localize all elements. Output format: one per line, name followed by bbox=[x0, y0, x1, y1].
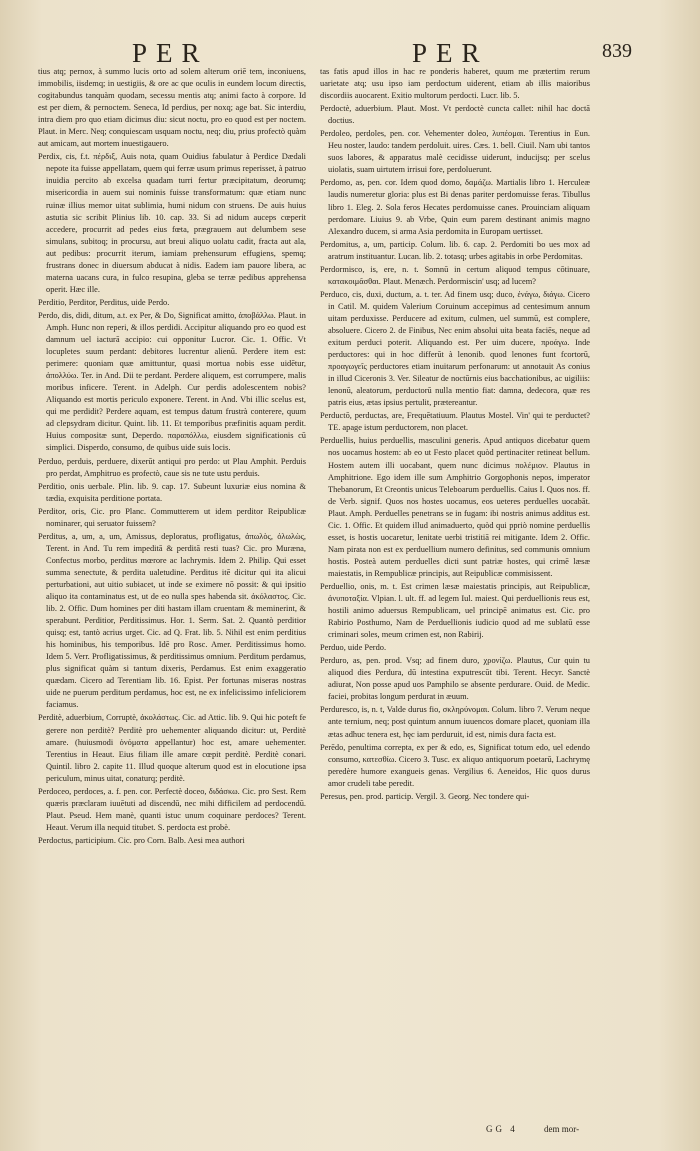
running-head-left: PER bbox=[132, 38, 209, 68]
dictionary-entry: Perduco, cis, duxi, ductum, a. t. ter. Ad finem usq; duco, ἐνάγω, διάγω. Cicero in Catil. M. quidem Valerium Coruinum accepimus ad centesimum annum uitam perduxisse. Perducere ad exitum, culmen, uel summū, est complere, absoluere. Cicero 2. de Finibus, Nec enim absolui uita beata faciēs, neque ad exitum perduci poterit. Aliquando est. Per uim ducere, προάγω. Inde perductores: qui in hoc differūt à lenonib. quod lenones funt fcortorū, προαγωγεῖς perductores etiam inuitarum perfonarum: ut annotauit As conius in illud Ciceronis 3. Ver. Sileatur de noctūrnis eius bacchationibus, ac uigiliis: lenonū, aleatorum, perductorū nulla mentio fiat: damna, dedecora, quæ res patris eius, ætas ipsius pertulit, prætereantur. bbox=[320, 289, 590, 408]
dictionary-entry: Perdomitus, a, um, particip. Colum. lib. 6. cap. 2. Perdomiti bo ues mox ad aratrum instituantur. Lucan. lib. 2. totasq; urbes agitabis in orbe Perdomitas. bbox=[320, 239, 590, 261]
dictionary-entry: Perditio, onis uerbale. Plin. lib. 9. cap. 17. Subeunt luxuriæ eius nomina & tædia, exquisita perditione portata. bbox=[38, 481, 306, 503]
dictionary-entry: Perditus, a, um, a, um, Amissus, deploratus, profligatus, ἀπωλὸς, ὀλωλὼς, Terent. in And. Tu rem impeditā & perditā resti tuas? Cic. pro Muræna, Confectus morbo, perditus mœrore ac lachrymis. Idem 2. Philip. Qui esset summa senectute, & perdita ualetudine. Perditus itē dicitur qui ita alicui perturbationi, aut uitio subiacet, ut inde se eximere nō possit: & qui ipsitio aliquo ita contaminatus est, ut de eo nulla spes habenda sit. ἀκόλαστος. Cic. lib. 2. Offic. Dum homines per diti hastam illam cruentam & meminerint, & sperabunt. Perditior, Perditissimus. Hor. 1. Serm. Sat. 2. Quantò perditior quisq; est, tantò acrius urget. Cic. ad Q. Frat. lib. 5. Nihil est enim perditius his hominibus, his temporibus. Idē pro Rosc. Amer. Perditissimus homo. Idem 5. Verr. Profligatissimus, & perditissimus omnium. Perditum perdamus, plus significat quàm si tantum dixeris, Perdamus. Est enim exaggeratio quædam. Cicero ad Terentiam lib. 16. Epist. Per fortunas miseras nostras uide ne puerum perditum perdamus, hoc est, ne ex infelicissimo infeliciorem faciamus. bbox=[38, 531, 306, 710]
dictionary-entry: Perditor, oris, Cic. pro Planc. Commutterem ut idem perditor Reipublicæ nominarer, qui seruator fuissem? bbox=[38, 506, 306, 528]
dictionary-entry: Perdix, cis, f.t. πέρδιξ, Auis nota, quam Ouidius fabulatur à Perdice Dædali nepote ita fuisse appellatam, quem qui ferræ usum primus reperisset, à patruo inuidia percito ab excelsa quadam turri fertur præcipitatum, deorumq; misericordia in auem sui nominis fuisse transformatum: quæ etiam nunc ruinæ illius memor uitat sublimia, humi nidum con struens. De auis huius astutia sic scribit Plinius lib. 10. cap. 33. Si ad nidum auceps cœperit accedere, procurrit ad pedes eius fœta, prægrauem aut delumbem sese simulans, subitoq; in procursu, aut breui aliquo uolatu cadit, fracta aut ala, aut pedibus: procurrit iterum, iamiam prehensurum effugiens, spemq; frustrans donec in diuersum abducat à nidis. Eadem iam pauore libera, ac materna uacans cura, in fulco resupina, gleba se terræ pedibus apprehensa operit. Hæc ille. bbox=[38, 152, 306, 294]
dictionary-entry: Perduro, as, pen. prod. Vsq; ad finem duro, χρονίζω. Plautus, Cur quin tu aliquod dies Perdura, dū intestina exputrescūt tibi. Terent. Hecyr. Sanctè adiurat, Non posse apud uos Pamphilo se absente perdurare. Ouid. de Medic. faciei, probitas longum perdurat in æuum. bbox=[320, 656, 590, 702]
dictionary-entry: Perdoleo, perdoles, pen. cor. Vehementer doleo, λυπέομαι. Terentius in Eun. Heu noster, laudo: tandem perdoluit. uires. Cæs. 1. bell. Ciuil. Nam ubi tantos suos labores, & apparatus malè cecidisse uiderunt, inducijsq; per scelus uiolatis, suam uirtutem irrisui fore, perdoluerunt. bbox=[320, 129, 590, 175]
left-column bbox=[38, 66, 306, 848]
dictionary-entry: Perduresco, is, n. t, Valde durus fio, σκληρύνομαι. Colum. libro 7. Verum neque ante ternium, neq; post quintum annum iuuencos domare placet, quoniam illa ætas adhuc tenera est, hęc iam perduruit, id est, nimis dura facta est. bbox=[320, 705, 590, 739]
signature-mark: GG 4 bbox=[486, 1124, 518, 1134]
dictionary-entry: Perditio, Perditor, Perditus, uide Perdo. bbox=[38, 297, 170, 307]
dictionary-entry: Perdomo, as, pen. cor. Idem quod domo, δαμάζω. Martialis libro 1. Herculeæ laudis numeretur gloria: plus est Bi denas pariter perdomuisse feras. Tibullus libro 1. Eleg. 2. Sola feros Hecates perdomuisse canes. Prouinciam aliquam perdomare. Liuius 9. ab Vrbe, Quin eum parem destinant animis magno Alexandro ducem, si arma Asia perdomita in Europam uertisset. bbox=[320, 178, 590, 236]
dictionary-entry: tas fatis apud illos in hac re ponderis haberet, quum me prætertim rerum uarietate atq; usu ipso iam perdoctum uiderent, etiam ab illis maioribus discordiis auocarent. Exitio multorum perdocti. Lucr. lib. 5. bbox=[320, 67, 590, 101]
dictionary-entry: Peresus, pen. prod. particip. Vergil. 3. Georg. Nec tondere qui- bbox=[320, 791, 530, 801]
dictionary-entry: Perdormisco, is, ere, n. t. Somnū in certum aliquod tempus cōtinuare, κατακοιμᾶσθαι. Plaut. Menæch. Perdormiscin' usq; ad lucem? bbox=[320, 264, 590, 286]
dictionary-entry: Perduellis, huius perduellis, masculini generis. Apud antiquos dicebatur quem nos uocamus hostem: ab eo ut Festo placet quòd pertinaciter retineat bellum. Hostem autem illi uocabant, quem nunc dicimus πολέμιον. Plautus in Amphitrione. Ego idem ille sum Amphitrio Gorgophonis nepos, imperator Thebanorum, Et Creontis unicus Teleboarum perduellis. Caius I. Quos nos. ff. de Verb. signif. Quos nos hostes uocamus, eos ueteres perduelles uocabāt. Plaut. Amph. Perduelles penetrans se in fugam: ibi nostris animus additus est. Cic. 1. Offic. Et quidem illud animaduerto, quòd qui ppriò nomine perduellis esset, is hostis uocaretur, lenitate uerbi tristitiā rei mitigante. Idem 2. Offic. Nam pirata non est ex perduellium numero definitus, sed communis omnium hostis. Posteà autem perduelles dicti sunt patriæ hostes, qui crimē læsæ maiestatis, in Rempublicæ principis, aut Reipublicæ commisissent. bbox=[320, 436, 590, 578]
running-head-right: PER bbox=[412, 38, 489, 68]
right-column bbox=[320, 66, 590, 804]
dictionary-entry: Perdo, dis, didi, ditum, a.t. ex Per, & Do, Significat amitto, ἀποβάλλω. Plaut. in Amph. Hunc non reperi, & illos perdidi. Accipitur aliquando pro eo quod est damnum uel iacturā accipio: cui opponitur Lucror. Cic. 1. Offic. Vt locupletes suum perdant: debitores lucrentur alienū. Perdere item est: perimere: quoniam quæ amittuntur, quasi mortua nobis esse uidētur, ἀπολλύω. Ter. in And. Dii te perdant. Perdere aliquem, est corrumpere, malis moribus inficere. Terent. in Adelph. Cur perdis adolescentem nobis? Aliquando est mortis periculo exponere. Terent. in And. Vbi illic scelus est, qui me perdidit? Perdere aquam, est tempus datum frustrà conterere, quum ad clepsydram dicitur. Quint. lib. 11. Et temporibus præfinitis aquam perdit. Huius compositæ sunt, Deperdo. παραπόλλω, eiusdem significationis cū simplici. Disperdo, consumo, de quibus uide suis locis. bbox=[38, 310, 306, 453]
dictionary-entry: Perēdo, penultima correpta, ex per & edo, es, Significat totum edo, uel edendo consumo, κατεσθίω. Cicero 3. Tusc. ex aliquo antiquorum poetarū, Lachrymę peredère humore exangueis genas. Vergilius 6. Aeneidos, Hic quos durus amor crudeli tabe peredit. bbox=[320, 742, 590, 788]
dictionary-entry: Perduo, perduis, perduere, dixerūt antiqui pro perdo: ut Plau Amphit. Perduis pro perdat, Amphitruo es profectò, caue sis ne tute ustu perduis. bbox=[38, 456, 306, 478]
dictionary-entry: Perdoctus, participium. Cic. pro Corn. Balb. Aesi mea authori bbox=[38, 835, 245, 845]
dictionary-entry: Perduellio, onis, m. t. Est crimen læsæ maiestatis principis, aut Reipublicæ, ἀνυποταξία. Vlpian. l. ult. ff. ad legem Iul. maiest. Qui perduellionis reus est, hostili animo aduersus Rempublicam, uel principē animatus est. Cic. pro Rabirio Posthumo, Nam de Perduellionis iudicio quod ad me sublatū esse criminari soles, meum crimen est, non Rabirij. bbox=[320, 581, 590, 640]
running-head bbox=[0, 38, 700, 68]
dictionary-entry: Perdoctè, aduerbium. Plaut. Most. Vt perdoctè cuncta callet: nihil hac doctā doctius. bbox=[320, 104, 590, 126]
dictionary-entry: tius atq; pernox, à summo lucis orto ad solem alterum oriē tem, inconiuens, immobilis, iisdemq; in uestigiis, & ore ac que oculis in eundem locum directis, cogitabundus tanquàm quodam, secessu mentis atq; animi facto à corpore. Id est per diem, & pernoctem. Seneca, Id perdius, per noxq; age bat. Sic interdiu, intra diem pro quo etiam dicimus diu: sicut noctu, pro eo quod est per noctem. Plaut. in Merc. Neq; conquiescam usquam noctu, neq; diu, prius profectò quàm aut amicam, aut mortem inuestigauero. bbox=[38, 67, 306, 149]
page-footer bbox=[0, 1124, 700, 1140]
dictionary-entry: Perductō, perductas, are, Frequētatiuum. Plautus Mostel. Vin' qui te perductet? TE. apage istum perductorem, non placet. bbox=[320, 411, 590, 433]
dictionary-entry: Perdoceo, perdoces, a. f. pen. cor. Perfectè doceo, διδάσκω. Cic. pro Sest. Rem quæris præclaram iuuētuti ad discendū, nec mihi difficilem ad perdocendū. Plaut. Pseud. Hem manè, quanti istuc unum coquinare perdoces? Terent. Heaut. Verum illa nequid titubet. S. perdocta est probè. bbox=[38, 786, 306, 832]
catchword: dem mor- bbox=[544, 1124, 580, 1134]
page-number: 839 bbox=[602, 40, 632, 62]
dictionary-entry: Perditè, aduerbium, Corruptè, ἀκολάστως. Cic. ad Attic. lib. 9. Qui hic poteft fe gerere non perditè? Perditè pro uehementer aliquando dicitur: ut, Perditè amare. (huiusmodi ὀνόματα appellantur) hoc est, amare uehementer. Terentius in Heaut. Eius filiam ille amare cœpit perditè. Perditè conari. Quintil. libro 2. capite 11. Illud quoque alterum quod est in elocutione ipsa periculum, minus uitat, conaturq; perditè. bbox=[38, 713, 306, 783]
dictionary-entry: Perduo, uide Perdo. bbox=[320, 643, 387, 653]
